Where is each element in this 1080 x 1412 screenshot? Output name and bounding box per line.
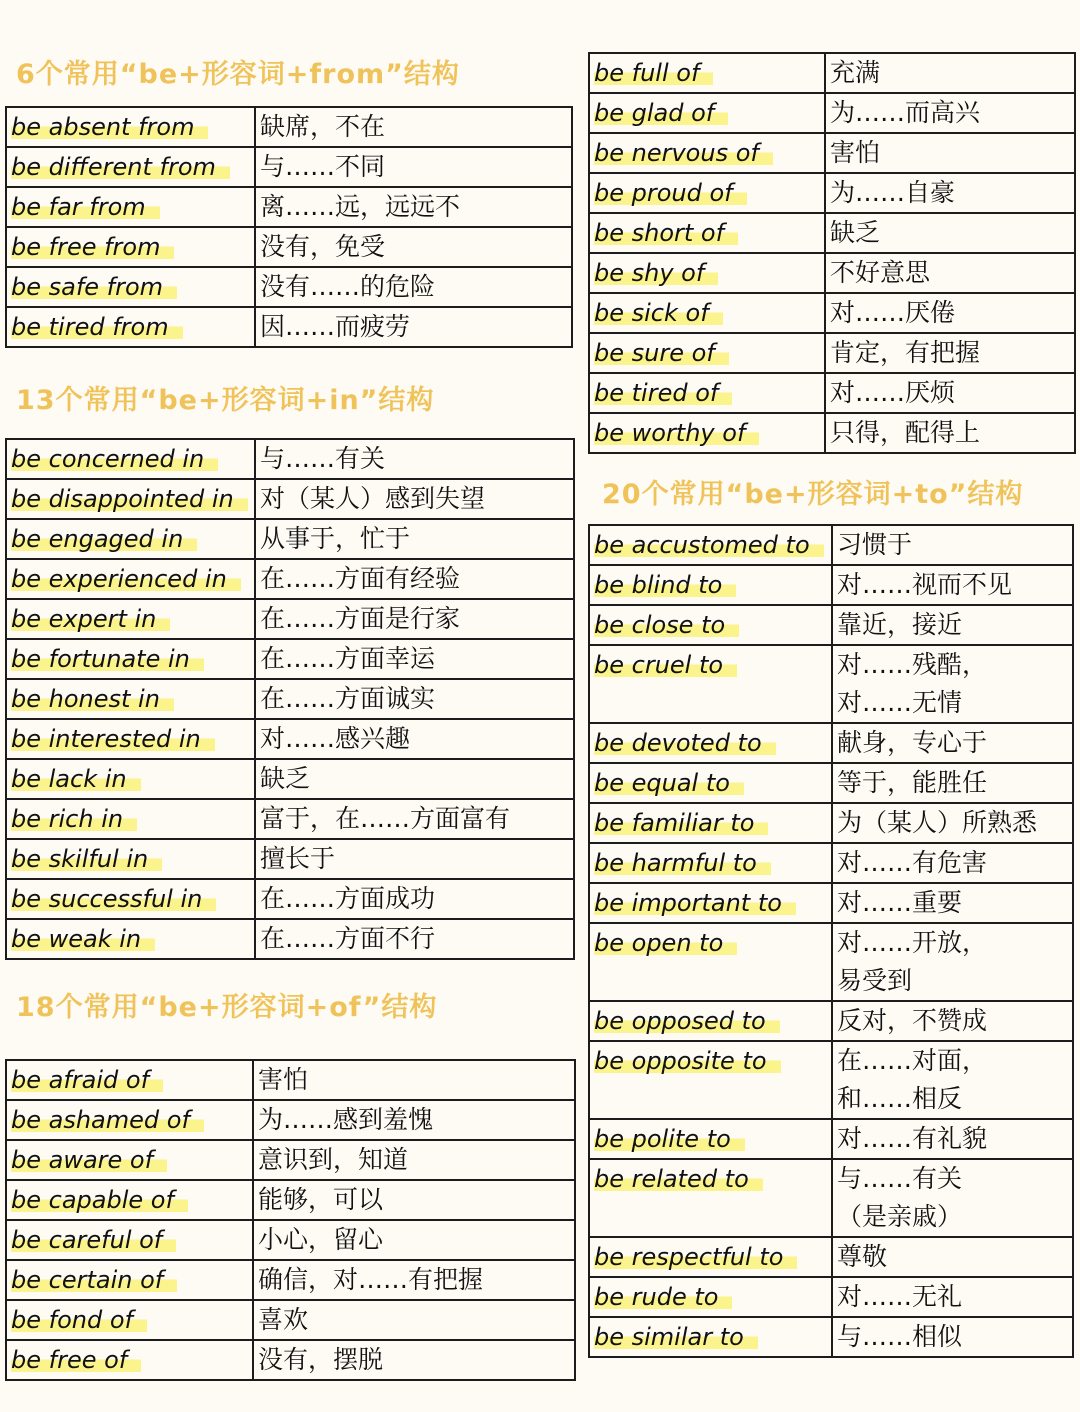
phrase-cell	[589, 1119, 832, 1159]
phrase-cell	[589, 1317, 832, 1357]
phrase-cell	[589, 605, 832, 645]
phrase-text: be nervous of	[594, 139, 773, 167]
phrase-cell	[589, 173, 825, 213]
phrase-cell	[6, 559, 255, 599]
table-of-right	[588, 52, 1076, 454]
phrase-text: be rude to	[594, 1283, 732, 1311]
meaning-cell: 对……厌倦	[825, 293, 1075, 333]
table-row	[589, 923, 1073, 1001]
meaning-cell: 为（某人）所熟悉	[832, 803, 1073, 843]
table-row	[6, 267, 572, 307]
table-row	[589, 803, 1073, 843]
table-row	[589, 1237, 1073, 1277]
phrase-text: be blind to	[594, 571, 736, 599]
meaning-cell: 肯定，有把握	[825, 333, 1075, 373]
phrase-text: be afraid of	[11, 1066, 163, 1094]
phrase-text: be engaged in	[11, 525, 197, 553]
phrase-text: be familiar to	[594, 809, 768, 837]
phrase-text: be devoted to	[594, 729, 776, 757]
meaning-cell: 对……视而不见	[832, 565, 1073, 605]
phrase-text: be equal to	[594, 769, 744, 797]
phrase-cell	[6, 1100, 253, 1140]
meaning-cell: 在……方面有经验	[255, 559, 574, 599]
meaning-cell: 在……方面幸运	[255, 639, 574, 679]
meaning-cell: 献身，专心于	[832, 723, 1073, 763]
phrase-cell	[589, 1237, 832, 1277]
heading-of: 18个常用“be+形容词+of”结构	[16, 992, 438, 1023]
phrase-text: be certain of	[11, 1266, 177, 1294]
meaning-cell: 尊敬	[832, 1237, 1073, 1277]
meaning-cell: 与……不同	[255, 147, 572, 187]
meaning-cell: 害怕	[253, 1060, 575, 1100]
phrase-cell	[589, 565, 832, 605]
phrase-text: be opposed to	[594, 1007, 780, 1035]
phrase-text: be safe from	[11, 273, 177, 301]
phrase-cell	[6, 147, 255, 187]
phrase-cell	[6, 1060, 253, 1100]
phrase-text: be honest in	[11, 685, 174, 713]
phrase-cell	[589, 1001, 832, 1041]
phrase-cell	[6, 307, 255, 347]
phrase-cell	[6, 107, 255, 147]
meaning-cell: 为……自豪	[825, 173, 1075, 213]
table-row	[589, 53, 1075, 93]
table-row	[6, 187, 572, 227]
meaning-cell: 确信，对……有把握	[253, 1260, 575, 1300]
meaning-cell: 对（某人）感到失望	[255, 479, 574, 519]
table-row	[589, 645, 1073, 723]
phrase-text: be open to	[594, 929, 737, 957]
meaning-cell: 在……方面不行	[255, 919, 574, 959]
table-row	[6, 227, 572, 267]
table-of-left	[5, 1059, 576, 1381]
phrase-text: be tired from	[11, 313, 183, 341]
table-row	[589, 1041, 1073, 1119]
table-in	[5, 438, 575, 960]
phrase-cell	[6, 227, 255, 267]
heading-to: 20个常用“be+形容词+to”结构	[602, 479, 1024, 510]
meaning-cell: 习惯于	[832, 525, 1073, 565]
meaning-cell: 喜欢	[253, 1300, 575, 1340]
table-row	[6, 679, 574, 719]
table-row	[6, 479, 574, 519]
meaning-cell: 充满	[825, 53, 1075, 93]
meaning-cell: 能够，可以	[253, 1180, 575, 1220]
phrase-text: be important to	[594, 889, 796, 917]
meaning-cell: 缺乏	[255, 759, 574, 799]
phrase-text: be related to	[594, 1165, 763, 1193]
table-row	[6, 839, 574, 879]
meaning-cell: 只得，配得上	[825, 413, 1075, 453]
table-row	[589, 93, 1075, 133]
table-row	[6, 1100, 575, 1140]
meaning-cell: 缺乏	[825, 213, 1075, 253]
phrase-cell	[589, 293, 825, 333]
phrase-text: be different from	[11, 153, 230, 181]
meaning-cell: 对……有危害	[832, 843, 1073, 883]
table-row	[589, 413, 1075, 453]
table-row	[589, 723, 1073, 763]
phrase-cell	[589, 53, 825, 93]
phrase-cell	[6, 267, 255, 307]
table-row	[589, 173, 1075, 213]
meaning-cell: 对……感兴趣	[255, 719, 574, 759]
meaning-cell: 与……相似	[832, 1317, 1073, 1357]
table-row	[6, 719, 574, 759]
meaning-cell: 离……远，远远不	[255, 187, 572, 227]
table-row	[6, 107, 572, 147]
meaning-cell: 意识到，知道	[253, 1140, 575, 1180]
phrase-cell	[589, 333, 825, 373]
table-row	[589, 1119, 1073, 1159]
phrase-text: be skilful in	[11, 845, 162, 873]
phrase-text: be opposite to	[594, 1047, 781, 1075]
table-row	[589, 763, 1073, 803]
phrase-text: be fortunate in	[11, 645, 204, 673]
phrase-cell	[589, 763, 832, 803]
table-row	[6, 1260, 575, 1300]
phrase-cell	[6, 879, 255, 919]
phrase-text: be close to	[594, 611, 739, 639]
phrase-cell	[589, 373, 825, 413]
phrase-text: be short of	[594, 219, 738, 247]
table-row	[6, 919, 574, 959]
meaning-cell: 没有，摆脱	[253, 1340, 575, 1380]
table-row	[589, 333, 1075, 373]
table-row	[589, 293, 1075, 333]
phrase-cell	[589, 883, 832, 923]
phrase-cell	[589, 1041, 832, 1119]
table-row	[6, 147, 572, 187]
phrase-text: be harmful to	[594, 849, 771, 877]
phrase-text: be cruel to	[594, 651, 737, 679]
phrase-text: be careful of	[11, 1226, 176, 1254]
phrase-text: be fond of	[11, 1306, 147, 1334]
meaning-cell: 与……有关	[255, 439, 574, 479]
meaning-cell: 在……对面， 和……相反	[832, 1041, 1073, 1119]
table-row	[589, 1317, 1073, 1357]
phrase-text: be ashamed of	[11, 1106, 204, 1134]
table-from	[5, 106, 573, 348]
meaning-cell: 小心，留心	[253, 1220, 575, 1260]
phrase-text: be glad of	[594, 99, 728, 127]
phrase-text: be aware of	[11, 1146, 167, 1174]
phrase-cell	[6, 1180, 253, 1220]
meaning-cell: 对……残酷， 对……无情	[832, 645, 1073, 723]
meaning-cell: 因……而疲劳	[255, 307, 572, 347]
heading-in: 13个常用“be+形容词+in”结构	[16, 385, 435, 416]
phrase-cell	[6, 679, 255, 719]
table-row	[6, 879, 574, 919]
phrase-cell	[6, 919, 255, 959]
table-row	[589, 253, 1075, 293]
heading-from: 6个常用“be+形容词+from”结构	[16, 59, 460, 90]
table-row	[6, 1180, 575, 1220]
meaning-cell: 与……有关 （是亲戚）	[832, 1159, 1073, 1237]
phrase-text: be lack in	[11, 765, 141, 793]
phrase-text: be worthy of	[594, 419, 759, 447]
phrase-cell	[589, 923, 832, 1001]
phrase-cell	[6, 187, 255, 227]
meaning-cell: 对……有礼貌	[832, 1119, 1073, 1159]
table-row	[6, 599, 574, 639]
phrase-text: be far from	[11, 193, 160, 221]
table-row	[589, 843, 1073, 883]
phrase-cell	[6, 1300, 253, 1340]
phrase-text: be tired of	[594, 379, 732, 407]
meaning-cell: 在……方面成功	[255, 879, 574, 919]
phrase-cell	[589, 645, 832, 723]
meaning-cell: 对……无礼	[832, 1277, 1073, 1317]
phrase-cell	[6, 519, 255, 559]
phrase-cell	[589, 413, 825, 453]
phrase-cell	[6, 839, 255, 879]
table-row	[6, 639, 574, 679]
table-row	[6, 799, 574, 839]
phrase-text: be accustomed to	[594, 531, 824, 559]
phrase-text: be experienced in	[11, 565, 241, 593]
phrase-text: be absent from	[11, 113, 208, 141]
meaning-cell: 没有……的危险	[255, 267, 572, 307]
table-row	[589, 1159, 1073, 1237]
phrase-cell	[589, 93, 825, 133]
phrase-cell	[589, 1277, 832, 1317]
phrase-text: be disappointed in	[11, 485, 248, 513]
phrase-cell	[6, 599, 255, 639]
table-row	[589, 373, 1075, 413]
phrase-text: be weak in	[11, 925, 155, 953]
meaning-cell: 擅长于	[255, 839, 574, 879]
phrase-text: be respectful to	[594, 1243, 797, 1271]
phrase-text: be proud of	[594, 179, 747, 207]
table-row	[589, 605, 1073, 645]
meaning-cell: 对……重要	[832, 883, 1073, 923]
table-row	[6, 1300, 575, 1340]
phrase-text: be free from	[11, 233, 174, 261]
phrase-cell	[589, 213, 825, 253]
phrase-text: be similar to	[594, 1323, 758, 1351]
table-row	[6, 307, 572, 347]
phrase-cell	[6, 439, 255, 479]
table-row	[6, 1220, 575, 1260]
table-row	[6, 1340, 575, 1380]
table-row	[589, 883, 1073, 923]
meaning-cell: 害怕	[825, 133, 1075, 173]
phrase-cell	[589, 723, 832, 763]
phrase-text: be rich in	[11, 805, 137, 833]
phrase-text: be sick of	[594, 299, 723, 327]
meaning-cell: 不好意思	[825, 253, 1075, 293]
meaning-cell: 对……厌烦	[825, 373, 1075, 413]
meaning-cell: 缺席，不在	[255, 107, 572, 147]
phrase-cell	[589, 253, 825, 293]
meaning-cell: 为……感到羞愧	[253, 1100, 575, 1140]
phrase-cell	[589, 525, 832, 565]
table-row	[589, 213, 1075, 253]
phrase-cell	[6, 639, 255, 679]
table-to	[588, 524, 1074, 1358]
table-row	[6, 1060, 575, 1100]
table-row	[589, 133, 1075, 173]
meaning-cell: 反对，不赞成	[832, 1001, 1073, 1041]
phrase-cell	[589, 133, 825, 173]
meaning-cell: 靠近，接近	[832, 605, 1073, 645]
meaning-cell: 在……方面诚实	[255, 679, 574, 719]
table-row	[6, 559, 574, 599]
table-row	[589, 1277, 1073, 1317]
table-row	[589, 565, 1073, 605]
table-row	[6, 439, 574, 479]
meaning-cell: 为……而高兴	[825, 93, 1075, 133]
phrase-cell	[6, 799, 255, 839]
phrase-text: be shy of	[594, 259, 718, 287]
table-row	[589, 1001, 1073, 1041]
phrase-text: be full of	[594, 59, 713, 87]
phrase-text: be successful in	[11, 885, 216, 913]
phrase-text: be concerned in	[11, 445, 218, 473]
table-row	[6, 519, 574, 559]
meaning-cell: 从事于，忙于	[255, 519, 574, 559]
phrase-text: be interested in	[11, 725, 215, 753]
phrase-text: be free of	[11, 1346, 141, 1374]
phrase-cell	[6, 1220, 253, 1260]
table-row	[6, 759, 574, 799]
meaning-cell: 没有，免受	[255, 227, 572, 267]
phrase-text: be capable of	[11, 1186, 188, 1214]
phrase-cell	[589, 1159, 832, 1237]
phrase-cell	[6, 759, 255, 799]
phrase-cell	[6, 1140, 253, 1180]
phrase-cell	[589, 843, 832, 883]
meaning-cell: 对……开放， 易受到	[832, 923, 1073, 1001]
phrase-cell	[6, 1260, 253, 1300]
phrase-cell	[6, 1340, 253, 1380]
meaning-cell: 富于，在……方面富有	[255, 799, 574, 839]
meaning-cell: 等于，能胜任	[832, 763, 1073, 803]
phrase-cell	[6, 719, 255, 759]
phrase-text: be polite to	[594, 1125, 745, 1153]
table-row	[6, 1140, 575, 1180]
phrase-text: be sure of	[594, 339, 729, 367]
meaning-cell: 在……方面是行家	[255, 599, 574, 639]
table-row	[589, 525, 1073, 565]
phrase-text: be expert in	[11, 605, 170, 633]
phrase-cell	[6, 479, 255, 519]
phrase-cell	[589, 803, 832, 843]
